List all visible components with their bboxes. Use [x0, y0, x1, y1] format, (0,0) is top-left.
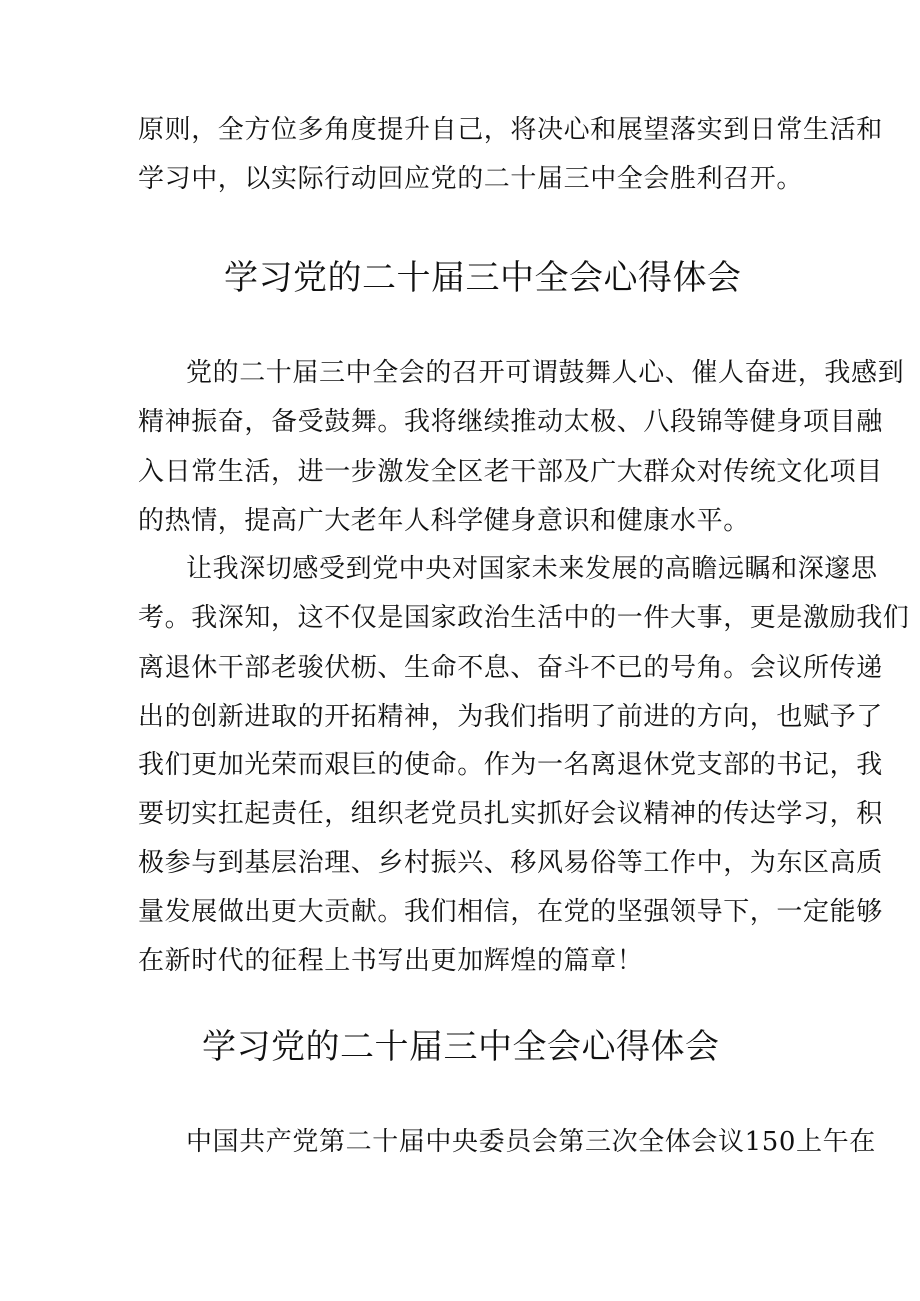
body-text-line: 我们更加光荣而艰巨的使命。作为一名离退休党支部的书记，我 [138, 750, 883, 780]
body-text-line: 原则，全方位多角度提升自己，将决心和展望落实到日常生活和 [138, 115, 883, 145]
body-text-line: 极参与到基层治理、乡村振兴、移风易俗等工作中，为东区高质 [138, 848, 883, 878]
body-text-line: 入日常生活，进一步激发全区老干部及广大群众对传统文化项目 [138, 457, 883, 487]
section-heading: 学习党的二十届三中全会心得体会 [224, 258, 742, 298]
body-text-line: 的热情，提高广大老年人科学健身意识和健康水平。 [138, 506, 750, 536]
body-text-line: 学习中，以实际行动回应党的二十届三中全会胜利召开。 [138, 164, 804, 194]
body-text-line: 要切实扛起责任，组织老党员扎实抓好会议精神的传达学习，积 [138, 799, 883, 829]
section-heading: 学习党的二十届三中全会心得体会 [202, 1027, 720, 1067]
body-text-line: 在新时代的征程上书写出更加辉煌的篇章！ [138, 946, 644, 976]
body-text-line: 让我深切感受到党中央对国家未来发展的高瞻远瞩和深邃思 [186, 554, 878, 584]
body-text-line: 考。我深知，这不仅是国家政治生活中的一件大事，更是激励我们 [138, 603, 910, 633]
body-text-line: 党的二十届三中全会的召开可谓鼓舞人心、催人奋进，我感到 [186, 358, 905, 388]
body-text-line: 中国共产党第二十届中央委员会第三次全体会议150上午在 [186, 1127, 876, 1157]
body-text-line: 量发展做出更大贡献。我们相信，在党的坚强领导下，一定能够 [138, 897, 883, 927]
body-text-line: 离退休干部老骏伏枥、生命不息、奋斗不已的号角。会议所传递 [138, 653, 883, 683]
body-text-line: 精神振奋，备受鼓舞。我将继续推动太极、八段锦等健身项目融 [138, 407, 883, 437]
body-text-line: 出的创新进取的开拓精神，为我们指明了前进的方向，也赋予了 [138, 702, 883, 732]
